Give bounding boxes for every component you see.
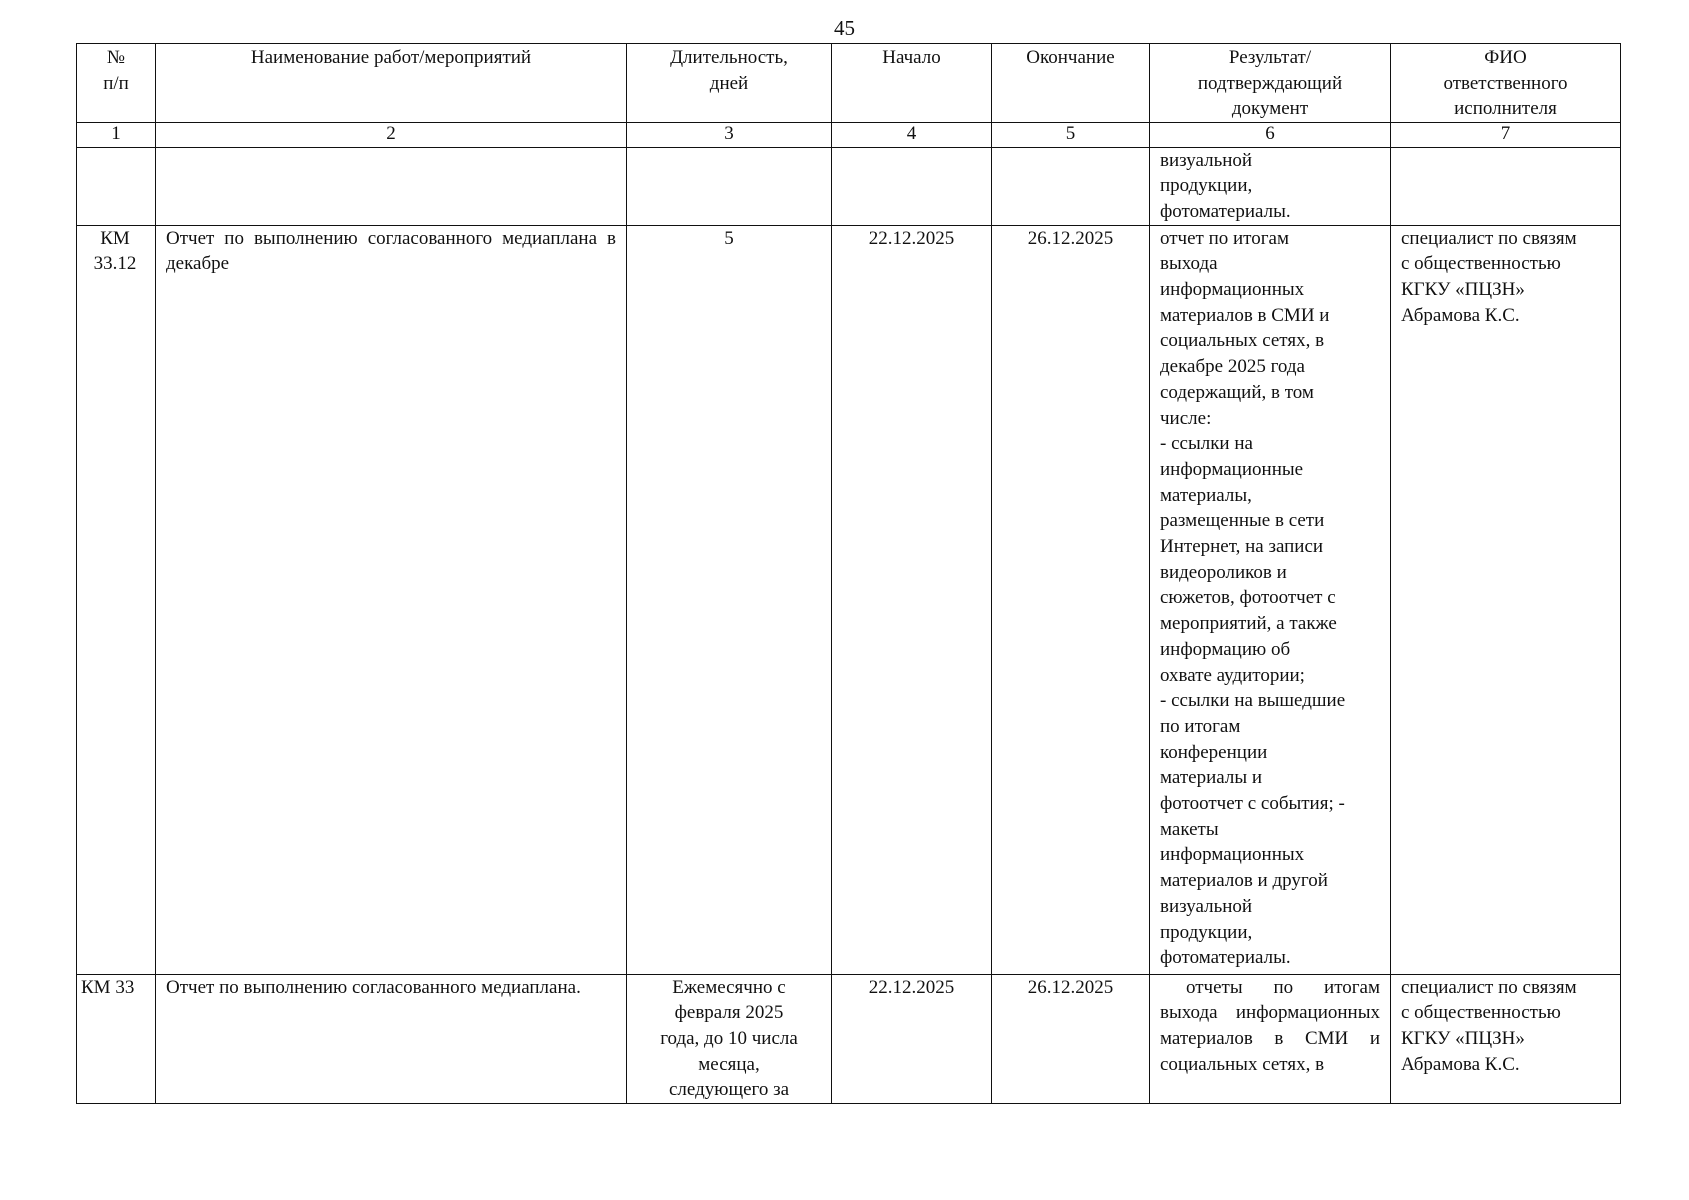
- header-responsible-line: ФИО: [1484, 47, 1527, 68]
- column-number-row: [77, 122, 1621, 147]
- result-line: материалов и другой: [1160, 870, 1328, 892]
- header-result-line: документ: [1231, 98, 1309, 119]
- page-number: 45: [834, 16, 855, 40]
- row-start-cell: [832, 225, 992, 974]
- result-line: продукции,: [1160, 175, 1253, 197]
- row-start-text: 22.12.2025: [868, 227, 955, 249]
- result-line: фотоматериалы.: [1160, 947, 1291, 969]
- result-line: - ссылки на вышедшие: [1160, 690, 1346, 712]
- table-row: [77, 974, 1621, 1104]
- row-result-text: отчеты по итогам выхода информационных материалов в СМИ и социальных сетях, в: [1160, 976, 1380, 1075]
- result-line: Интернет, на записи: [1160, 536, 1324, 558]
- row-start-text: 22.12.2025: [868, 976, 955, 998]
- row-end-cell: [992, 147, 1150, 225]
- table-row: [77, 147, 1621, 225]
- table-row: [77, 225, 1621, 974]
- row-name-cell: [156, 225, 627, 974]
- result-line: фотоматериалы.: [1160, 200, 1291, 222]
- result-line: продукции,: [1160, 921, 1253, 943]
- header-duration: [627, 44, 832, 123]
- result-line: размещенные в сети: [1160, 510, 1325, 532]
- header-result-line: подтверждающий: [1197, 72, 1343, 94]
- row-responsible-cell: [1391, 974, 1621, 1104]
- row-result-cell: [1150, 147, 1391, 225]
- result-line: отчет по итогам: [1160, 227, 1289, 249]
- result-line: информационные: [1160, 458, 1304, 480]
- result-line: социальных сетях, в: [1160, 330, 1325, 352]
- row-end-cell: [992, 974, 1150, 1104]
- responsible-line: КГКУ «ПЦЗН»: [1401, 279, 1525, 301]
- responsible-line: Абрамова К.С.: [1401, 1053, 1520, 1075]
- header-number-line: п/п: [103, 72, 129, 94]
- row-end-text: 26.12.2025: [1027, 976, 1114, 998]
- result-line: декабре 2025 года: [1160, 356, 1305, 378]
- header-duration-line: Длительность,: [670, 47, 788, 68]
- row-duration-cell: [627, 225, 832, 974]
- result-line: информацию об: [1160, 638, 1291, 660]
- responsible-line: специалист по связям: [1401, 976, 1577, 998]
- result-line: визуальной: [1160, 895, 1253, 917]
- result-line: фотоотчет с события; -: [1160, 793, 1345, 815]
- responsible-line: Абрамова К.С.: [1401, 304, 1520, 326]
- row-number-cell: [77, 974, 156, 1104]
- column-number: 3: [627, 122, 832, 147]
- result-line: конференции: [1160, 741, 1268, 763]
- row-number-cell: [77, 225, 156, 974]
- header-number-line: №: [106, 47, 126, 68]
- column-number: 6: [1150, 122, 1391, 147]
- result-line: информационных: [1160, 279, 1305, 301]
- header-responsible: [1391, 44, 1621, 123]
- row-name-text: Отчет по выполнению согласованного медиаплана.: [166, 976, 581, 998]
- responsible-line: КГКУ «ПЦЗН»: [1401, 1028, 1525, 1050]
- row-responsible-cell: [1391, 147, 1621, 225]
- responsible-line: с общественностью: [1401, 1002, 1561, 1024]
- column-number: 1: [77, 122, 156, 147]
- header-start-text: Начало: [882, 47, 941, 68]
- row-responsible-cell: [1391, 225, 1621, 974]
- header-responsible-line: исполнителя: [1454, 98, 1557, 119]
- result-line: охвате аудитории;: [1160, 664, 1305, 686]
- header-responsible-line: ответственного: [1443, 72, 1568, 94]
- row-name-text: Отчет по выполнению согласованного медиаплана в декабре: [166, 227, 616, 275]
- result-line: выхода: [1160, 253, 1218, 275]
- result-line: информационных: [1160, 844, 1305, 866]
- row-duration-line: следующего за: [668, 1079, 790, 1101]
- row-duration-line: Ежемесячно с: [672, 976, 786, 998]
- result-line: по итогам: [1160, 715, 1241, 737]
- row-name-cell: [156, 974, 627, 1104]
- table-header-row: [77, 44, 1621, 123]
- row-name-cell: [156, 147, 627, 225]
- result-line: - ссылки на: [1160, 433, 1253, 455]
- row-duration-text: 5: [724, 227, 734, 249]
- header-work-name: [156, 44, 627, 123]
- row-end-text: 26.12.2025: [1027, 227, 1114, 249]
- result-line: визуальной: [1160, 149, 1253, 171]
- row-duration-line: месяца,: [698, 1053, 760, 1075]
- row-start-cell: [832, 147, 992, 225]
- result-line: сюжетов, фотоотчет с: [1160, 587, 1336, 609]
- row-number-line: КМ: [100, 227, 130, 249]
- row-end-cell: [992, 225, 1150, 974]
- responsible-line: специалист по связям: [1401, 227, 1577, 249]
- row-duration-cell: [627, 147, 832, 225]
- header-start: [832, 44, 992, 123]
- row-duration-line: февраля 2025: [674, 1002, 784, 1024]
- row-duration-cell: [627, 974, 832, 1104]
- result-line: содержащий, в том: [1160, 381, 1314, 403]
- result-line: материалы,: [1160, 484, 1252, 506]
- row-result-cell: [1150, 225, 1391, 974]
- row-duration-line: года, до 10 числа: [660, 1028, 798, 1050]
- column-number: 4: [832, 122, 992, 147]
- work-plan-table: [76, 43, 1621, 1104]
- header-end-text: Окончание: [1026, 47, 1115, 68]
- column-number: 7: [1391, 122, 1621, 147]
- header-result: [1150, 44, 1391, 123]
- header-duration-line: дней: [709, 72, 749, 94]
- column-number: 2: [156, 122, 627, 147]
- result-line: числе:: [1160, 407, 1212, 429]
- row-result-cell: [1150, 974, 1391, 1104]
- result-line: макеты: [1160, 818, 1219, 840]
- result-line: материалов в СМИ и: [1160, 304, 1330, 326]
- header-work-name-text: Наименование работ/мероприятий: [250, 47, 532, 68]
- responsible-line: с общественностью: [1401, 253, 1561, 275]
- column-number: 5: [992, 122, 1150, 147]
- row-start-cell: [832, 974, 992, 1104]
- header-result-line: Результат/: [1228, 47, 1312, 68]
- row-number-line: КМ 33: [81, 976, 135, 998]
- result-line: мероприятий, а также: [1160, 613, 1337, 635]
- row-number-line: 33.12: [93, 253, 137, 275]
- result-line: материалы и: [1160, 767, 1263, 789]
- header-number: [77, 44, 156, 123]
- result-line: видеороликов и: [1160, 561, 1287, 583]
- header-end: [992, 44, 1150, 123]
- row-number-cell: [77, 147, 156, 225]
